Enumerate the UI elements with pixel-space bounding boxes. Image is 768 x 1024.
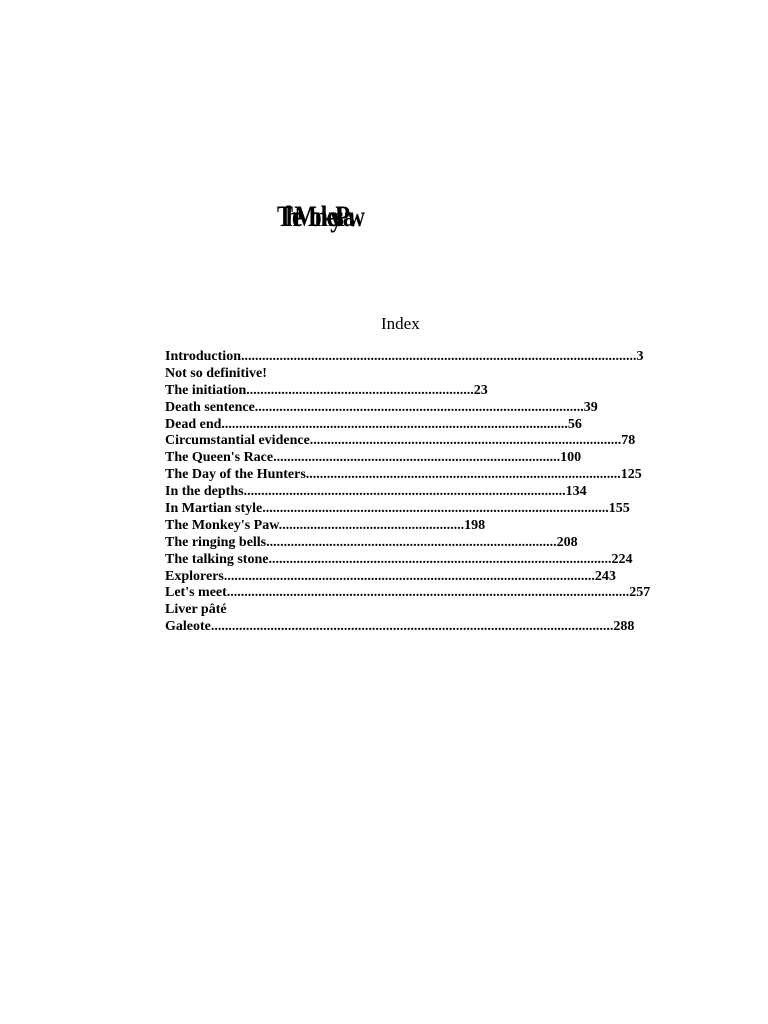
toc-entry: Circumstantial evidence.........................................................................................78 [165, 433, 636, 449]
toc-entry: Let's meet...................................................................................................................257 [165, 585, 651, 601]
toc-entry: Introduction.................................................................................................................3 [165, 349, 644, 364]
document-title: The Monkey's Paw [277, 200, 358, 233]
toc-entry: The Queen's Race..................................................................................100 [165, 450, 582, 466]
toc-entry: Death sentence..............................................................................................39 [165, 399, 598, 415]
toc-entry: The Monkey's Paw.....................................................198 [165, 517, 486, 533]
toc-entry: Galeote...................................................................................................................288 [165, 619, 635, 635]
toc-entry: Liver pâté [165, 602, 227, 618]
toc-entry: The ringing bells...................................................................................208 [165, 534, 578, 550]
toc-entry: The Day of the Hunters..........................................................................................125 [165, 467, 642, 483]
toc-entry: In Martian style...................................................................................................155 [165, 501, 630, 517]
toc-entry: The talking stone..................................................................................................224 [165, 551, 633, 567]
index-heading: Index [381, 314, 420, 333]
toc-entry: The initiation.................................................................23 [165, 382, 488, 398]
toc-entry: Explorers..........................................................................................................243 [165, 568, 616, 584]
toc-entry: In the depths............................................................................................134 [165, 484, 587, 500]
toc-entry: Dead end...................................................................................................56 [165, 416, 582, 432]
table-of-contents [165, 349, 650, 636]
toc-entry: Not so definitive! [165, 365, 267, 381]
